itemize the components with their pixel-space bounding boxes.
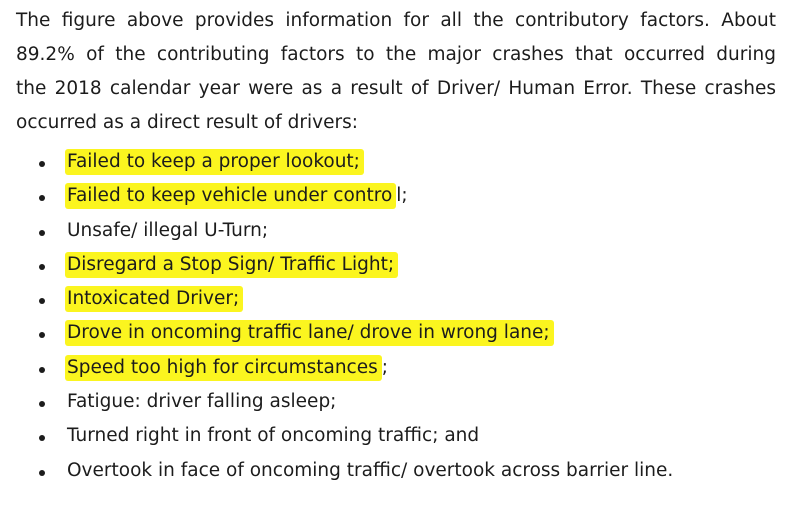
list-item: [0, 248, 786, 282]
bullet-icon: [39, 161, 45, 167]
bullet-icon: [39, 298, 45, 304]
plain-text: Overtook in face of oncoming traffic/ overtook across barrier line.: [67, 459, 674, 481]
plain-text: l;: [396, 185, 408, 207]
list-item-text: [67, 282, 243, 316]
highlighted-text: Disregard a Stop Sign/ Traffic Light;: [65, 252, 398, 278]
list-item-text: [67, 316, 554, 350]
paragraph-line: the 2018 calendar year were as a result of Driver/ Human Error. These crashes: [16, 78, 776, 99]
highlighted-text: Intoxicated Driver;: [65, 286, 243, 312]
list-item: [0, 351, 786, 385]
list-item-text: [67, 419, 479, 453]
list-item-text: [67, 214, 268, 248]
highlighted-text: Speed too high for circumstances: [65, 355, 382, 381]
list-item: [0, 419, 786, 453]
plain-text: Turned right in front of oncoming traffic; and: [67, 425, 480, 447]
plain-text: Fatigue: driver falling asleep;: [67, 391, 337, 413]
bullet-icon: [39, 332, 45, 338]
list-item: [0, 179, 786, 213]
highlighted-text: Drove in oncoming traffic lane/ drove in wrong lane;: [65, 320, 554, 346]
bullet-icon: [39, 435, 45, 441]
bullet-icon: [39, 367, 45, 373]
list-item: [0, 385, 786, 419]
bullet-icon: [39, 264, 45, 270]
list-item-text: [67, 385, 336, 419]
highlighted-text: Failed to keep a proper lookout;: [65, 149, 364, 175]
driver-error-list: [0, 145, 786, 488]
list-item: [0, 145, 786, 179]
intro-paragraph: [16, 4, 776, 140]
list-item-text: [67, 145, 364, 179]
bullet-icon: [39, 401, 45, 407]
plain-text: Unsafe/ illegal U-Turn;: [67, 219, 269, 241]
list-item-text: [67, 179, 408, 213]
list-item: [0, 282, 786, 316]
list-item-text: [67, 248, 398, 282]
paragraph-line: The figure above provides information for all the contributory factors. About: [16, 10, 776, 31]
bullet-icon: [39, 230, 45, 236]
bullet-icon: [39, 195, 45, 201]
highlighted-text: Failed to keep vehicle under contro: [65, 183, 396, 209]
list-item-text: [67, 454, 673, 488]
list-item: [0, 214, 786, 248]
paragraph-line: 89.2% of the contributing factors to the major crashes that occurred during: [16, 44, 776, 65]
list-item: [0, 454, 786, 488]
bullet-icon: [39, 470, 45, 476]
list-item: [0, 316, 786, 350]
plain-text: ;: [381, 356, 388, 378]
list-item-text: [67, 351, 388, 385]
paragraph-line: occurred as a direct result of drivers:: [16, 112, 358, 133]
